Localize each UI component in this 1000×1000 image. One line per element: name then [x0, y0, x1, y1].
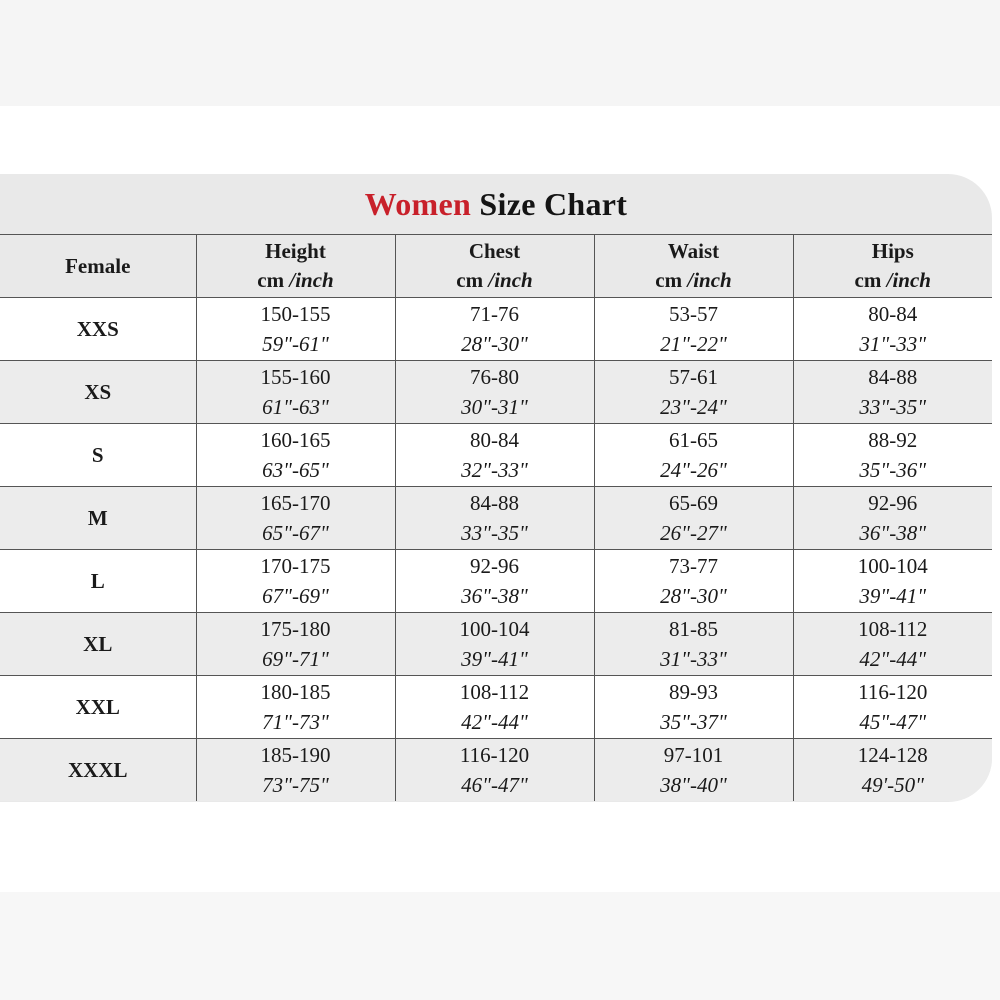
header-female: Female [0, 235, 196, 298]
table-row [0, 424, 992, 487]
header-chest [395, 235, 594, 298]
header-waist [594, 235, 793, 298]
size-chart-card [0, 174, 992, 802]
header-waist-unit: cm /inch [655, 268, 732, 292]
waist-cell: 73-77 28"-30" [594, 550, 793, 613]
size-label: XXS [0, 298, 196, 361]
hips-cell: 88-92 35"-36" [793, 424, 992, 487]
waist-cell: 89-93 35"-37" [594, 676, 793, 739]
chart-title [0, 174, 992, 234]
header-chest-label: Chest [468, 239, 521, 263]
height-cell: 185-190 73"-75" [196, 739, 395, 802]
chart-title-accent: Women [364, 186, 472, 222]
size-label: S [0, 424, 196, 487]
size-table [0, 234, 992, 801]
height-cell: 160-165 63"-65" [196, 424, 395, 487]
chest-cell: 92-96 36"-38" [395, 550, 594, 613]
size-label: XS [0, 361, 196, 424]
hips-cell: 116-120 45"-47" [793, 676, 992, 739]
waist-cell: 65-69 26"-27" [594, 487, 793, 550]
header-height-unit: cm /inch [257, 268, 334, 292]
hips-cell: 100-104 39"-41" [793, 550, 992, 613]
waist-cell: 57-61 23"-24" [594, 361, 793, 424]
header-hips [793, 235, 992, 298]
header-waist-label: Waist [667, 239, 720, 263]
table-row [0, 550, 992, 613]
chest-cell: 76-80 30"-31" [395, 361, 594, 424]
height-cell: 150-155 59"-61" [196, 298, 395, 361]
size-label: XXL [0, 676, 196, 739]
size-label: XXXL [0, 739, 196, 802]
hips-cell: 124-128 49'-50" [793, 739, 992, 802]
table-row [0, 298, 992, 361]
header-hips-label: Hips [871, 239, 914, 263]
size-label: M [0, 487, 196, 550]
waist-cell: 53-57 21"-22" [594, 298, 793, 361]
chest-cell: 100-104 39"-41" [395, 613, 594, 676]
height-cell: 170-175 67"-69" [196, 550, 395, 613]
height-cell: 165-170 65"-67" [196, 487, 395, 550]
height-cell: 180-185 71"-73" [196, 676, 395, 739]
header-height [196, 235, 395, 298]
top-background-band [0, 0, 1000, 106]
chest-cell: 71-76 28"-30" [395, 298, 594, 361]
waist-cell: 97-101 38"-40" [594, 739, 793, 802]
table-row [0, 361, 992, 424]
bottom-background-band [0, 892, 1000, 1000]
table-row [0, 739, 992, 802]
table-row [0, 676, 992, 739]
header-hips-unit: cm /inch [854, 268, 931, 292]
chest-cell: 108-112 42"-44" [395, 676, 594, 739]
header-chest-unit: cm /inch [456, 268, 533, 292]
chest-cell: 80-84 32"-33" [395, 424, 594, 487]
hips-cell: 80-84 31"-33" [793, 298, 992, 361]
header-row [0, 235, 992, 298]
chart-title-rest: Size Chart [471, 186, 628, 222]
height-cell: 155-160 61"-63" [196, 361, 395, 424]
height-cell: 175-180 69"-71" [196, 613, 395, 676]
size-label: XL [0, 613, 196, 676]
table-row [0, 487, 992, 550]
chest-cell: 84-88 33"-35" [395, 487, 594, 550]
size-label: L [0, 550, 196, 613]
table-row [0, 613, 992, 676]
hips-cell: 92-96 36"-38" [793, 487, 992, 550]
waist-cell: 61-65 24"-26" [594, 424, 793, 487]
hips-cell: 108-112 42"-44" [793, 613, 992, 676]
waist-cell: 81-85 31"-33" [594, 613, 793, 676]
header-height-label: Height [265, 239, 326, 263]
chest-cell: 116-120 46"-47" [395, 739, 594, 802]
hips-cell: 84-88 33"-35" [793, 361, 992, 424]
